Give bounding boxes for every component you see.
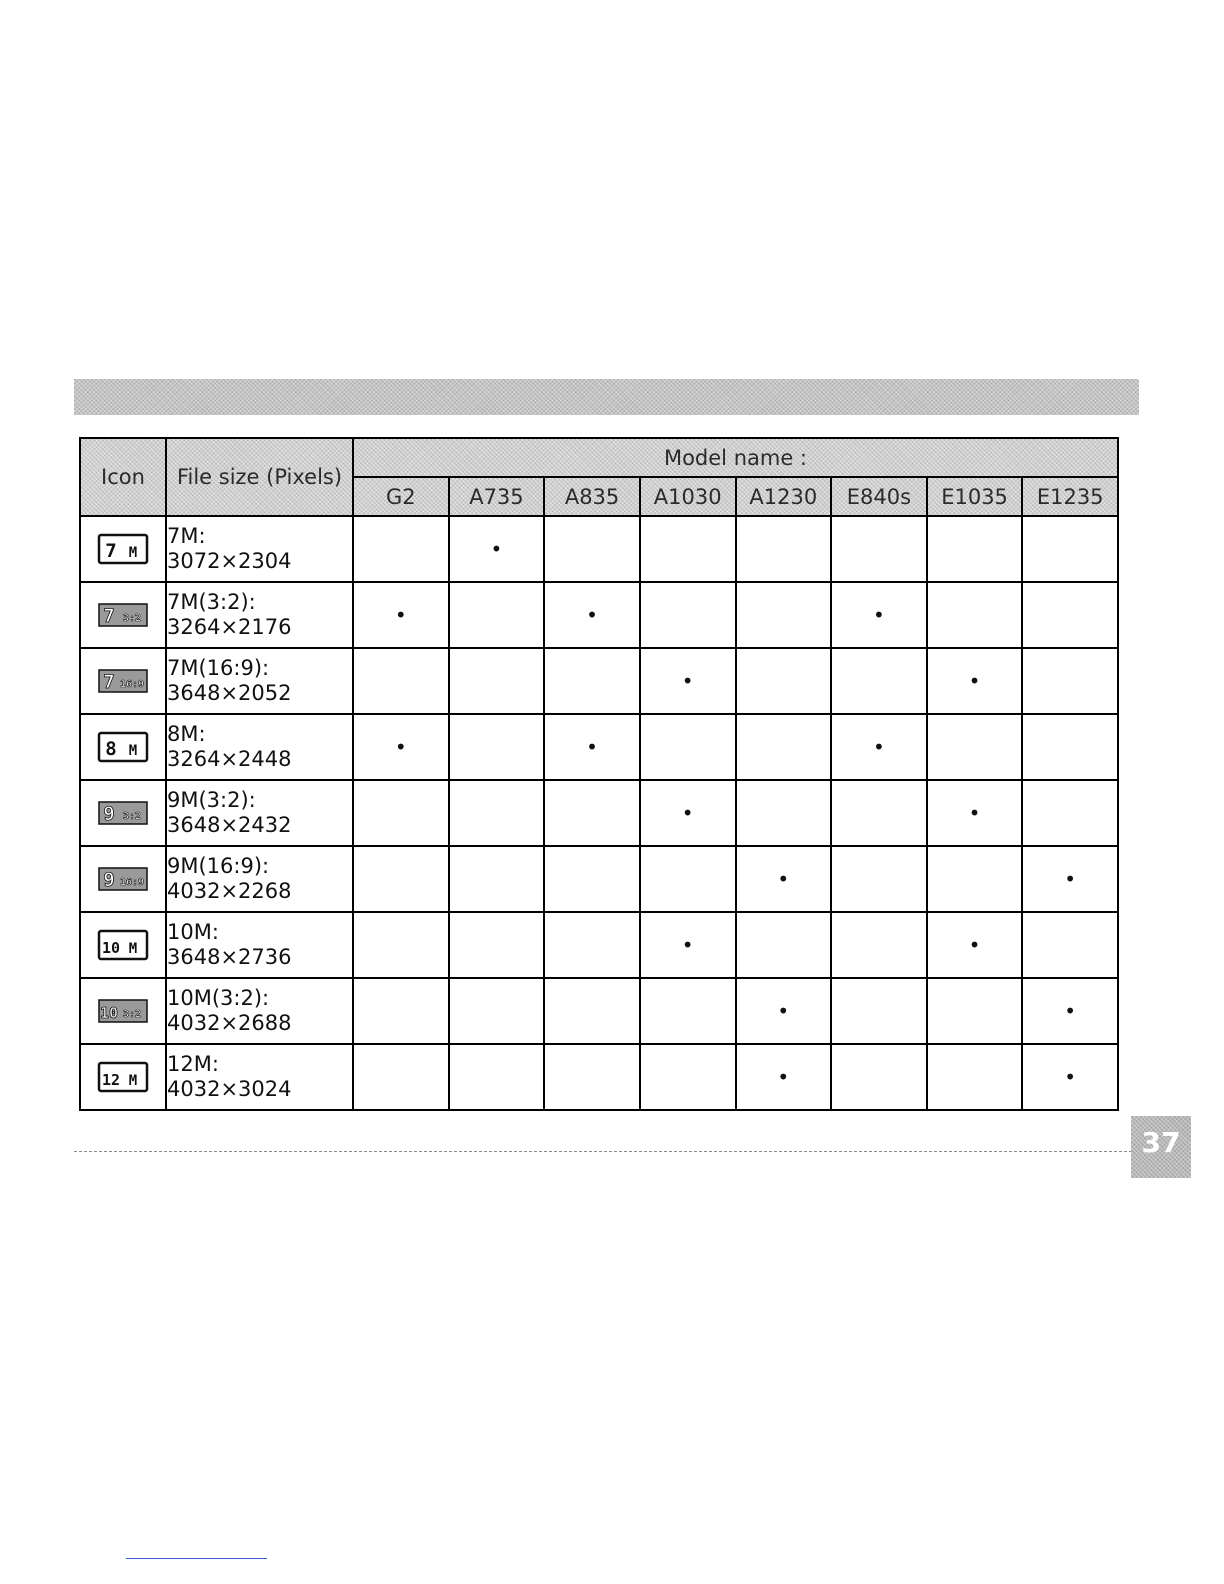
compatibility-cell-e840s (831, 582, 927, 648)
compatibility-cell-a1030 (640, 978, 736, 1044)
compatibility-cell-a735 (449, 978, 545, 1044)
compatibility-cell-e1035 (927, 846, 1023, 912)
compatibility-cell-a835 (544, 978, 640, 1044)
table-row (80, 978, 1118, 1044)
resolution-10m-3-2-icon (97, 994, 149, 1028)
svg-text:7: 7 (105, 540, 117, 562)
resolution-label: 10M(3:2): (167, 986, 270, 1010)
svg-text:10: 10 (99, 1004, 119, 1022)
compatibility-cell-a1230 (736, 714, 832, 780)
compatibility-cell-a1230 (736, 846, 832, 912)
table-row (80, 516, 1118, 582)
compatibility-cell-e1235 (1022, 582, 1118, 648)
model-header-e1235: E1235 (1022, 477, 1118, 516)
compatibility-cell-a1030 (640, 714, 736, 780)
icon-cell (80, 846, 166, 912)
table-row (80, 714, 1118, 780)
compatibility-cell-e840s (831, 648, 927, 714)
compatibility-cell-a835 (544, 1044, 640, 1110)
compatibility-cell-e1235 (1022, 1044, 1118, 1110)
svg-text:16:9: 16:9 (119, 877, 145, 888)
supported-mark: • (1064, 867, 1077, 891)
pixel-dimensions: 4032×3024 (167, 1077, 292, 1101)
compatibility-cell-a735 (449, 912, 545, 978)
compatibility-cell-a1030 (640, 582, 736, 648)
svg-text:9: 9 (103, 803, 115, 825)
compatibility-cell-a735 (449, 1044, 545, 1110)
compatibility-cell-e840s (831, 1044, 927, 1110)
compatibility-cell-a1230 (736, 1044, 832, 1110)
supported-mark: • (1064, 1065, 1077, 1089)
compatibility-cell-a1030 (640, 912, 736, 978)
file-size-cell (166, 978, 353, 1044)
compatibility-cell-g2 (353, 516, 449, 582)
supported-mark: • (777, 1065, 790, 1089)
svg-text:10: 10 (101, 939, 121, 957)
compatibility-cell-e1235 (1022, 978, 1118, 1044)
supported-mark: • (777, 867, 790, 891)
file-size-cell (166, 780, 353, 846)
icon-cell (80, 780, 166, 846)
resolution-10m-icon (97, 928, 149, 962)
compatibility-cell-e1235 (1022, 912, 1118, 978)
model-header-e840s: E840s (831, 477, 927, 516)
compatibility-cell-a835 (544, 582, 640, 648)
compatibility-cell-g2 (353, 846, 449, 912)
header-icon: Icon (80, 438, 166, 516)
file-size-cell (166, 1044, 353, 1110)
compatibility-cell-g2 (353, 1044, 449, 1110)
supported-mark: • (1064, 999, 1077, 1023)
pixel-dimensions: 3648×2736 (167, 945, 292, 969)
supported-mark: • (394, 603, 407, 627)
compatibility-cell-g2 (353, 582, 449, 648)
file-size-cell (166, 516, 353, 582)
header-model-name: Model name : (353, 438, 1118, 477)
compatibility-cell-e840s (831, 912, 927, 978)
table-row (80, 912, 1118, 978)
bottom-link-line (126, 1558, 267, 1559)
compatibility-cell-a735 (449, 714, 545, 780)
resolution-label: 9M(16:9): (167, 854, 270, 878)
compatibility-cell-a1230 (736, 978, 832, 1044)
icon-cell (80, 1044, 166, 1110)
compatibility-cell-g2 (353, 714, 449, 780)
compatibility-cell-e1235 (1022, 780, 1118, 846)
compatibility-cell-a835 (544, 912, 640, 978)
compatibility-cell-a735 (449, 846, 545, 912)
pixel-dimensions: 4032×2688 (167, 1011, 292, 1035)
table-row (80, 648, 1118, 714)
svg-text:8: 8 (105, 738, 117, 760)
compatibility-cell-a835 (544, 846, 640, 912)
supported-mark: • (681, 933, 694, 957)
compatibility-cell-g2 (353, 912, 449, 978)
icon-cell (80, 516, 166, 582)
compatibility-cell-g2 (353, 780, 449, 846)
footer-rule (74, 1151, 1132, 1152)
compatibility-cell-a835 (544, 780, 640, 846)
compatibility-cell-a1230 (736, 780, 832, 846)
resolution-12m-icon (97, 1060, 149, 1094)
resolution-9m-16-9-icon (97, 862, 149, 896)
pixel-dimensions: 4032×2268 (167, 879, 292, 903)
compatibility-cell-e1035 (927, 648, 1023, 714)
compatibility-cell-a1230 (736, 516, 832, 582)
compatibility-cell-e1035 (927, 516, 1023, 582)
svg-text:M: M (128, 743, 138, 759)
compatibility-cell-a735 (449, 516, 545, 582)
svg-text:7: 7 (103, 605, 115, 627)
table-row (80, 1044, 1118, 1110)
compatibility-cell-e1235 (1022, 516, 1118, 582)
resolution-7m-16-9-icon (97, 664, 149, 698)
resolution-7m-3-2-icon (97, 598, 149, 632)
supported-mark: • (490, 537, 503, 561)
compatibility-cell-e1035 (927, 714, 1023, 780)
table-body (80, 516, 1118, 1110)
supported-mark: • (873, 735, 885, 759)
compatibility-cell-e1235 (1022, 648, 1118, 714)
resolution-label: 10M: (167, 920, 219, 944)
resolution-8m-icon (97, 730, 149, 764)
compatibility-cell-a835 (544, 516, 640, 582)
compatibility-cell-g2 (353, 978, 449, 1044)
model-header-e1035: E1035 (927, 477, 1023, 516)
compatibility-cell-e1035 (927, 978, 1023, 1044)
svg-text:9: 9 (103, 869, 115, 891)
supported-mark: • (968, 669, 981, 693)
supported-mark: • (586, 735, 598, 759)
supported-mark: • (394, 735, 407, 759)
compatibility-cell-e1035 (927, 1044, 1023, 1110)
compatibility-cell-e1235 (1022, 846, 1118, 912)
model-header-a835: A835 (544, 477, 640, 516)
resolution-compatibility-table (79, 437, 1119, 1111)
compatibility-cell-a1230 (736, 648, 832, 714)
model-header-a1230: A1230 (736, 477, 832, 516)
svg-text:12: 12 (101, 1071, 121, 1089)
compatibility-cell-a1230 (736, 582, 832, 648)
svg-text:3:2: 3:2 (122, 1009, 142, 1020)
svg-text:3:2: 3:2 (122, 811, 142, 822)
icon-cell (80, 912, 166, 978)
compatibility-cell-e840s (831, 846, 927, 912)
resolution-7m-icon (97, 532, 149, 566)
file-size-cell (166, 582, 353, 648)
compatibility-cell-e840s (831, 978, 927, 1044)
compatibility-cell-e1035 (927, 912, 1023, 978)
file-size-cell (166, 714, 353, 780)
model-header-a1030: A1030 (640, 477, 736, 516)
compatibility-cell-e1035 (927, 780, 1023, 846)
compatibility-cell-a1030 (640, 516, 736, 582)
svg-text:7: 7 (103, 671, 115, 693)
section-header-band (74, 379, 1139, 415)
compatibility-cell-e840s (831, 714, 927, 780)
compatibility-cell-a1230 (736, 912, 832, 978)
resolution-label: 7M(3:2): (167, 590, 256, 614)
header-file-size: File size (Pixels) (166, 438, 353, 516)
icon-cell (80, 648, 166, 714)
icon-cell (80, 978, 166, 1044)
svg-text:M: M (128, 1073, 138, 1089)
compatibility-cell-a835 (544, 648, 640, 714)
svg-text:M: M (128, 545, 138, 561)
icon-cell (80, 582, 166, 648)
pixel-dimensions: 3264×2448 (167, 747, 292, 771)
file-size-cell (166, 648, 353, 714)
compatibility-cell-a735 (449, 780, 545, 846)
compatibility-cell-g2 (353, 648, 449, 714)
model-header-a735: A735 (449, 477, 545, 516)
compatibility-cell-e840s (831, 780, 927, 846)
pixel-dimensions: 3648×2052 (167, 681, 292, 705)
supported-mark: • (586, 603, 598, 627)
resolution-9m-3-2-icon (97, 796, 149, 830)
page-number: 37 (1131, 1116, 1191, 1178)
pixel-dimensions: 3072×2304 (167, 549, 292, 573)
pixel-dimensions: 3648×2432 (167, 813, 292, 837)
resolution-label: 9M(3:2): (167, 788, 256, 812)
supported-mark: • (873, 603, 885, 627)
table-row (80, 846, 1118, 912)
supported-mark: • (968, 933, 981, 957)
table-row (80, 780, 1118, 846)
compatibility-cell-a1030 (640, 648, 736, 714)
svg-text:3:2: 3:2 (122, 613, 142, 624)
compatibility-cell-e1235 (1022, 714, 1118, 780)
compatibility-cell-a1030 (640, 1044, 736, 1110)
compatibility-cell-e840s (831, 516, 927, 582)
pixel-dimensions: 3264×2176 (167, 615, 292, 639)
compatibility-cell-a735 (449, 648, 545, 714)
resolution-label: 7M: (167, 524, 206, 548)
compatibility-cell-a1030 (640, 846, 736, 912)
supported-mark: • (681, 801, 694, 825)
compatibility-cell-a1030 (640, 780, 736, 846)
resolution-label: 12M: (167, 1052, 219, 1076)
compatibility-cell-e1035 (927, 582, 1023, 648)
resolution-label: 7M(16:9): (167, 656, 270, 680)
model-header-g2: G2 (353, 477, 449, 516)
file-size-cell (166, 846, 353, 912)
icon-cell (80, 714, 166, 780)
supported-mark: • (777, 999, 790, 1023)
table-row (80, 582, 1118, 648)
svg-text:M: M (128, 941, 138, 957)
supported-mark: • (968, 801, 981, 825)
compatibility-cell-a835 (544, 714, 640, 780)
file-size-cell (166, 912, 353, 978)
resolution-label: 8M: (167, 722, 206, 746)
compatibility-cell-a735 (449, 582, 545, 648)
supported-mark: • (681, 669, 694, 693)
svg-text:16:9: 16:9 (119, 679, 145, 690)
